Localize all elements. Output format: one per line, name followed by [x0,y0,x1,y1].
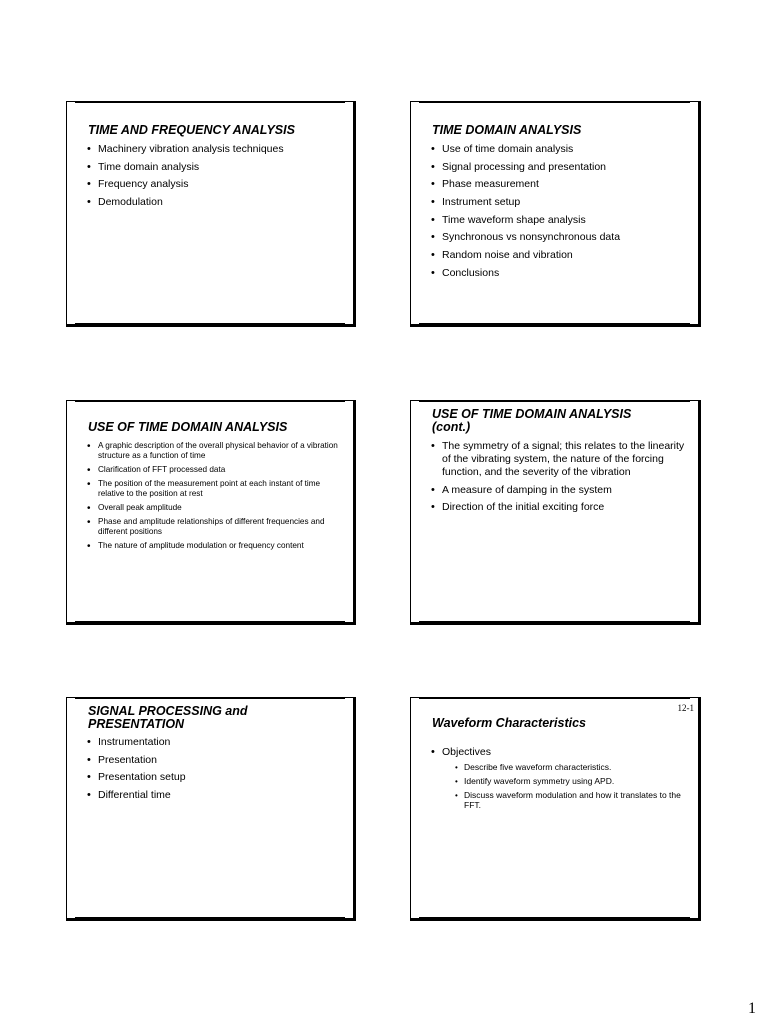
list-item: • Demodulation [87,196,343,209]
slide-title: TIME AND FREQUENCY ANALYSIS [88,123,295,137]
slide-bottom-rule [419,621,690,622]
list-item: • Synchronous vs nonsynchronous data [431,231,688,244]
list-item: • A measure of damping in the system [431,484,692,497]
slide-use-of-time-domain-analysis-cont [410,400,699,623]
slide-title-line: SIGNAL PROCESSING and [88,704,248,718]
list-item: • Presentation [87,754,343,767]
slide-number: 12-1 [677,703,694,713]
slide-title: TIME DOMAIN ANALYSIS [432,123,582,137]
bullet-list [87,736,343,807]
slide-bottom-rule [75,621,345,622]
list-item: • Presentation setup [87,771,343,784]
sub-list-item: • Discuss waveform modulation and how it translates to the FFT. [455,791,692,810]
sub-list-item: • Describe five waveform characteristics. [455,763,692,773]
sub-bullet-list [455,763,692,810]
slide-title [432,408,686,434]
list-item: • The nature of amplitude modulation or frequency content [87,541,345,551]
slide-title [88,705,341,731]
list-item: • Phase and amplitude relationships of different frequencies and different positions [87,517,345,537]
slide-top-rule [75,401,345,402]
list-item: • Direction of the initial exciting force [431,501,692,514]
list-item: • Instrument setup [431,196,688,209]
slide-top-rule [75,102,345,103]
slide-waveform-characteristics [410,697,699,919]
slide-use-of-time-domain-analysis [66,400,354,623]
list-item: • A graphic description of the overall physical behavior of a vibration structure as a function of time [87,441,345,461]
bullet-text: Objectives [442,746,492,758]
bullet-list [431,143,688,285]
list-item: • Differential time [87,789,343,802]
slide-time-and-frequency-analysis [66,101,354,325]
slide-title: Waveform Characteristics [432,716,587,730]
slide-top-rule [75,698,345,699]
bullet-list [431,440,692,519]
list-item: • Conclusions [431,267,688,280]
list-item: • The position of the measurement point at each instant of time relative to the position at rest [87,479,345,499]
list-item: • Frequency analysis [87,178,343,191]
slide-title: USE OF TIME DOMAIN ANALYSIS [88,420,288,434]
list-item: • Random noise and vibration [431,249,688,262]
sub-list-item: • Identify waveform symmetry using APD. [455,777,692,787]
list-item: • Phase measurement [431,178,688,191]
bullet-list [87,143,343,214]
list-item: • The symmetry of a signal; this relates to the linearity of the vibrating system, the nature of the forcing function, and the severity of the vibration [431,440,692,479]
slide-signal-processing-and-presentation [66,697,354,919]
slide-bottom-rule [419,917,690,918]
slide-title-line: USE OF TIME DOMAIN ANALYSIS [432,407,632,421]
slide-top-rule [419,698,690,699]
bullet-list [431,746,692,815]
list-item: • Clarification of FFT processed data [87,465,345,475]
list-item: • Machinery vibration analysis techniques [87,143,343,156]
slide-bottom-rule [419,323,690,324]
page-number: 1 [748,1000,756,1017]
slide-bottom-rule [75,323,345,324]
list-item: • Overall peak amplitude [87,503,345,513]
slide-title-line: PRESENTATION [88,717,185,731]
slide-time-domain-analysis [410,101,699,325]
list-item: • Signal processing and presentation [431,161,688,174]
slide-title-line: (cont.) [432,420,471,434]
list-item [431,746,692,810]
slide-top-rule [419,102,690,103]
slide-bottom-rule [75,917,345,918]
list-item: • Instrumentation [87,736,343,749]
list-item: • Use of time domain analysis [431,143,688,156]
bullet-list [87,441,345,555]
list-item: • Time domain analysis [87,161,343,174]
list-item: • Time waveform shape analysis [431,214,688,227]
slide-top-rule [419,401,690,402]
